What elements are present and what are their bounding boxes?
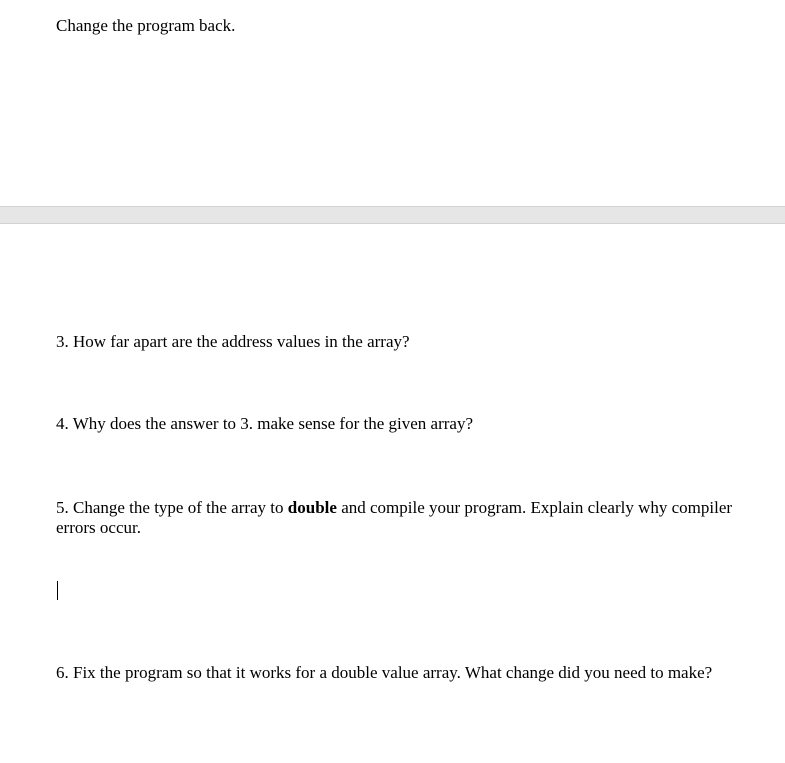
question-5 xyxy=(56,498,736,538)
page-break xyxy=(0,206,785,224)
question-5-text-before: 5. Change the type of the array to xyxy=(56,498,288,517)
question-5-text-after: and compile your program. Explain clearly why compiler errors occur. xyxy=(56,498,737,537)
question-5-bold-keyword: double xyxy=(287,498,337,517)
question-4: 4. Why does the answer to 3. make sense for the given array? xyxy=(56,414,473,433)
instruction-text: Change the program back. xyxy=(56,16,236,35)
text-cursor[interactable] xyxy=(57,581,58,600)
question-3: 3. How far apart are the address values in the array? xyxy=(56,332,410,351)
question-6: 6. Fix the program so that it works for a double value array. What change did you need to make? xyxy=(56,663,713,682)
